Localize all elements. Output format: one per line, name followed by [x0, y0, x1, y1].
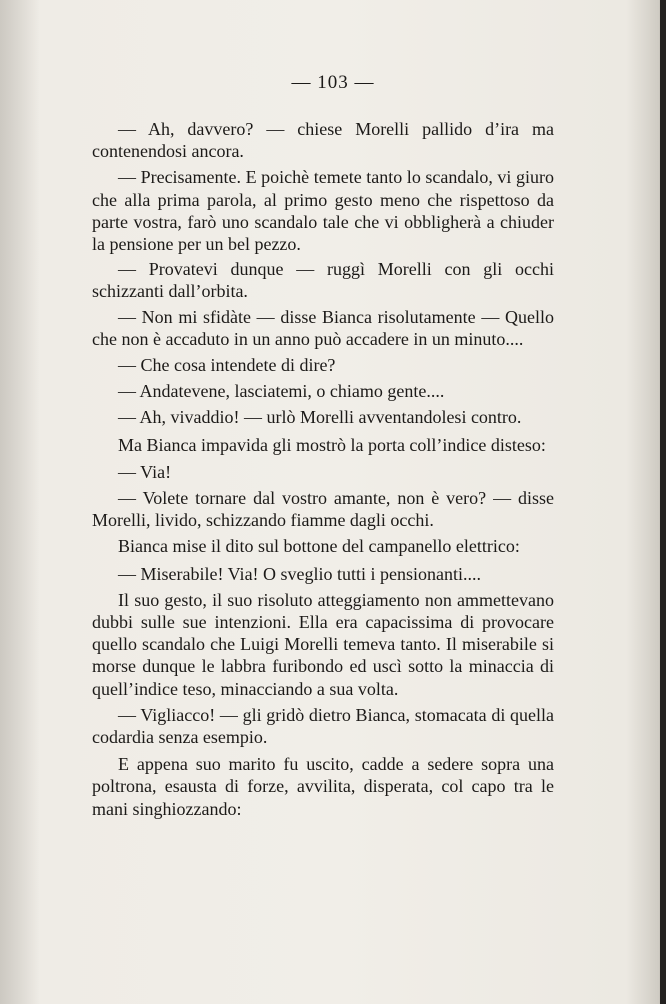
paragraph: — Provatevi dunque — ruggì Morelli con gli occhi schizzanti dall’orbita. [92, 259, 554, 302]
paragraph: Il suo gesto, il suo risoluto atteggiamento non ammettevano dubbi sulle sue intenzioni. Ella era capacissima di provocare quello scandalo che Luigi Morelli temeva tanto. Il miserabile si morse dunque le labbra furibondo ed uscì sotto la minaccia di quell’indice teso, minacciando a sua volta. [92, 589, 554, 699]
body-text [92, 118, 554, 820]
paragraph: Bianca mise il dito sul bottone del campanello elettrico: [118, 536, 520, 557]
paragraph: — Che cosa intendete di dire? [118, 355, 336, 376]
paragraph: — Ah, davvero? — chiese Morelli pallido d’ira ma contenendosi ancora. [92, 119, 554, 162]
page-number: — 103 — [291, 72, 375, 93]
gutter-shadow [0, 0, 40, 1004]
paragraph: — Volete tornare dal vostro amante, non è vero? — disse Morelli, livido, schizzando fiamme dagli occhi. [92, 488, 554, 531]
paragraph: — Ah, vivaddio! — urlò Morelli avventandolesi contro. [118, 407, 522, 428]
paragraph: — Non mi sfidàte — disse Bianca risolutamente — Quello che non è accaduto in un anno può accadere in un minuto.... [92, 306, 554, 349]
paragraph: E appena suo marito fu uscito, cadde a sedere sopra una poltrona, esausta di forze, avvilita, disperata, col capo tra le mani singhiozzando: [92, 754, 554, 819]
paragraph: — Miserabile! Via! O sveglio tutti i pensionanti.... [118, 563, 482, 584]
paragraph: — Vigliacco! — gli gridò dietro Bianca, stomacata di quella codardia senza esempio. [92, 704, 554, 748]
paragraph: — Precisamente. E poichè temete tanto lo scandalo, vi giuro che alla prima parola, al primo gesto meno che rispettoso da parte vostra, farò uno scandalo tale che vi obbligherà a chiuder la pensione per un bel pezzo. [92, 167, 554, 255]
page-edge [660, 0, 666, 1004]
paragraph: — Andatevene, lasciatemi, o chiamo gente.... [118, 381, 445, 402]
paragraph: Ma Bianca impavida gli mostrò la porta coll’indice disteso: [118, 434, 546, 455]
paragraph: — Via! [118, 461, 172, 482]
